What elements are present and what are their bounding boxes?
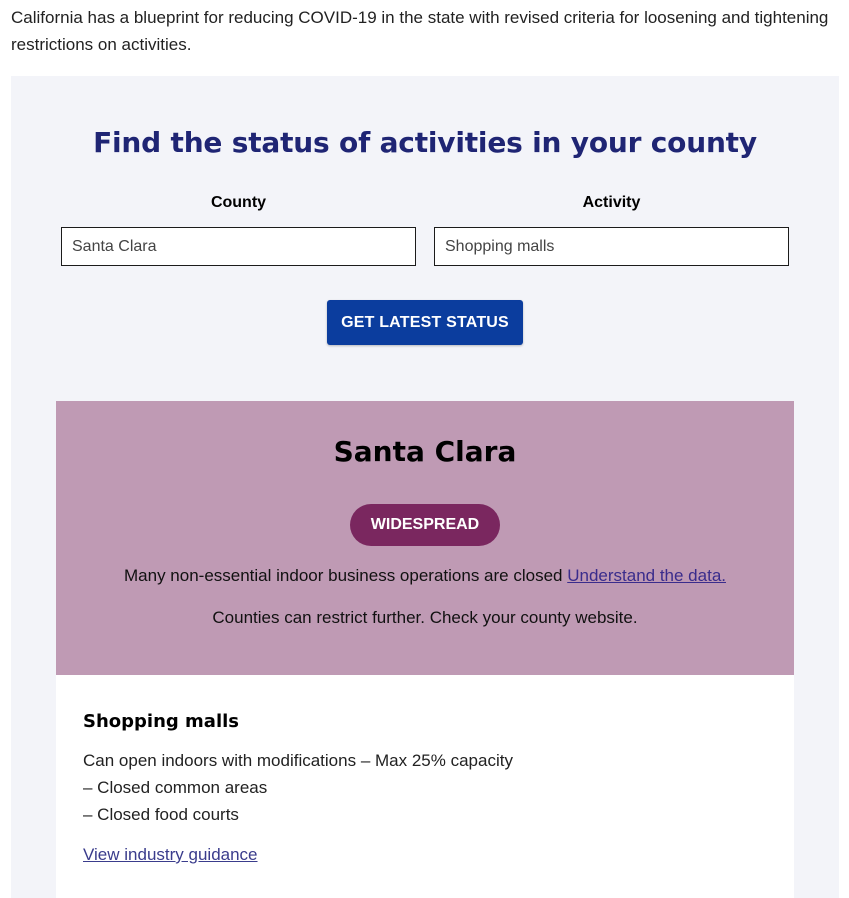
activity-title: Shopping malls — [83, 711, 240, 732]
tier-description — [56, 566, 794, 586]
county-name: Santa Clara — [333, 435, 517, 468]
activity-label: Activity — [582, 194, 641, 211]
view-industry-guidance-link[interactable]: View industry guidance — [83, 845, 258, 864]
county-status-panel — [11, 76, 839, 898]
activity-result — [56, 675, 794, 898]
county-result-header — [56, 401, 794, 675]
activity-rule-line: – Closed food courts — [83, 805, 239, 824]
county-label: County — [210, 194, 267, 211]
activity-rules — [83, 747, 773, 828]
county-note: Counties can restrict further. Check your county website. — [212, 608, 638, 627]
activity-rule-line: Can open indoors with modifications – Max 25% capacity — [83, 751, 513, 770]
panel-title: Find the status of activities in your county — [93, 126, 757, 159]
tier-badge: WIDESPREAD — [350, 504, 500, 546]
intro-text: California has a blueprint for reducing COVID-19 in the state with revised criteria for loosening and tightening restrictions on activities. — [11, 8, 829, 54]
get-latest-status-button[interactable]: GET LATEST STATUS — [327, 300, 523, 345]
county-input[interactable] — [61, 227, 416, 266]
activity-rule-line: – Closed common areas — [83, 778, 268, 797]
understand-data-link[interactable]: Understand the data. — [567, 566, 726, 585]
tier-description-text: Many non-essential indoor business operations are closed — [124, 566, 563, 585]
activity-input[interactable] — [434, 227, 789, 266]
